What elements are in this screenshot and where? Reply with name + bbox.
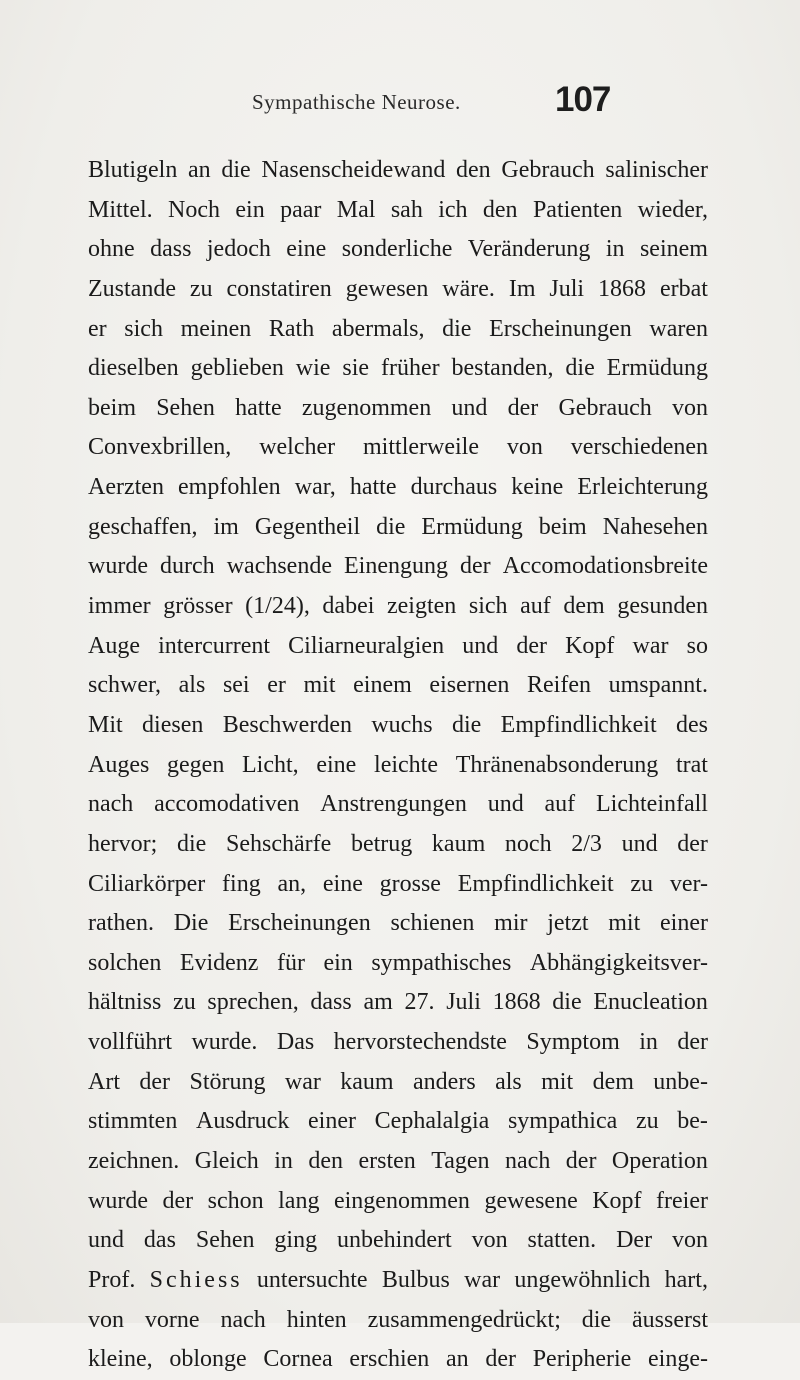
text-line: Blutigeln an die Nasenscheidewand den Gebrauch salinischer	[88, 157, 708, 183]
text-line: stimmten Ausdruck einer Cephalalgia sympathica zu be-	[88, 1108, 708, 1135]
text-line: wurde durch wachsende Einengung der Accomodationsbreite	[88, 553, 708, 580]
text-line: Mit diesen Beschwerden wuchs die Empfindlichkeit des	[88, 711, 708, 738]
text-line: von vorne nach hinten zusammengedrückt; die äusserst	[88, 1306, 708, 1333]
text-line: Zustande zu constatiren gewesen wäre. Im Juli 1868 erbat	[88, 275, 708, 302]
running-head	[0, 80, 800, 124]
text-line: Art der Störung war kaum anders als mit dem unbe-	[88, 1068, 708, 1095]
text-line: ohne dass jedoch eine sonderliche Veränderung in seinem	[88, 236, 708, 263]
text-line: wurde der schon lang eingenommen gewesene Kopf freier	[88, 1187, 708, 1214]
body-text	[88, 151, 708, 1380]
text-line: beim Sehen hatte zugenommen und der Gebrauch von	[88, 394, 708, 421]
text-line: Prof. Schiess untersuchte Bulbus war ungewöhnlich hart,	[88, 1266, 708, 1293]
text-line: geschaffen, im Gegentheil die Ermüdung beim Nahesehen	[88, 513, 708, 540]
page-number: 107	[555, 80, 611, 119]
text-line: Aerzten empfohlen war, hatte durchaus keine Erleichterung	[88, 474, 708, 501]
text-line: schwer, als sei er mit einem eisernen Reifen umspannt.	[88, 672, 708, 699]
text-line: nach accomodativen Anstrengungen und auf Lichteinfall	[88, 791, 708, 818]
text-line: dieselben geblieben wie sie früher bestanden, die Ermüdung	[88, 355, 708, 382]
text-line: hältniss zu sprechen, dass am 27. Juli 1868 die Enucleation	[88, 989, 708, 1016]
text-line: Ciliarkörper fing an, eine grosse Empfindlichkeit zu ver-	[88, 870, 708, 897]
text-line: kleine, oblonge Cornea erschien an der Peripherie einge-	[88, 1346, 708, 1373]
text-line: Auges gegen Licht, eine leichte Thränenabsonderung trat	[88, 751, 708, 778]
text-line: Convexbrillen, welcher mittlerweile von verschiedenen	[88, 434, 708, 461]
text-line: immer grösser (1/24), dabei zeigten sich auf dem gesunden	[88, 593, 708, 620]
text-line: solchen Evidenz für ein sympathisches Abhängigkeitsver-	[88, 949, 708, 976]
text-line: hervor; die Sehschärfe betrug kaum noch 2/3 und der	[88, 830, 708, 857]
text-line: und das Sehen ging unbehindert von statten. Der von	[88, 1227, 708, 1254]
text-line: er sich meinen Rath abermals, die Erscheinungen waren	[88, 315, 708, 342]
text-line: Mittel. Noch ein paar Mal sah ich den Patienten wieder,	[88, 196, 708, 223]
running-title: Sympathische Neurose.	[252, 90, 461, 114]
text-line: zeichnen. Gleich in den ersten Tagen nach der Operation	[88, 1148, 708, 1175]
text-line: vollführt wurde. Das hervorstechendste Symptom in der	[88, 1029, 708, 1056]
text-line: Auge intercurrent Ciliarneuralgien und der Kopf war so	[88, 632, 708, 659]
text-line: rathen. Die Erscheinungen schienen mir jetzt mit einer	[88, 910, 708, 937]
